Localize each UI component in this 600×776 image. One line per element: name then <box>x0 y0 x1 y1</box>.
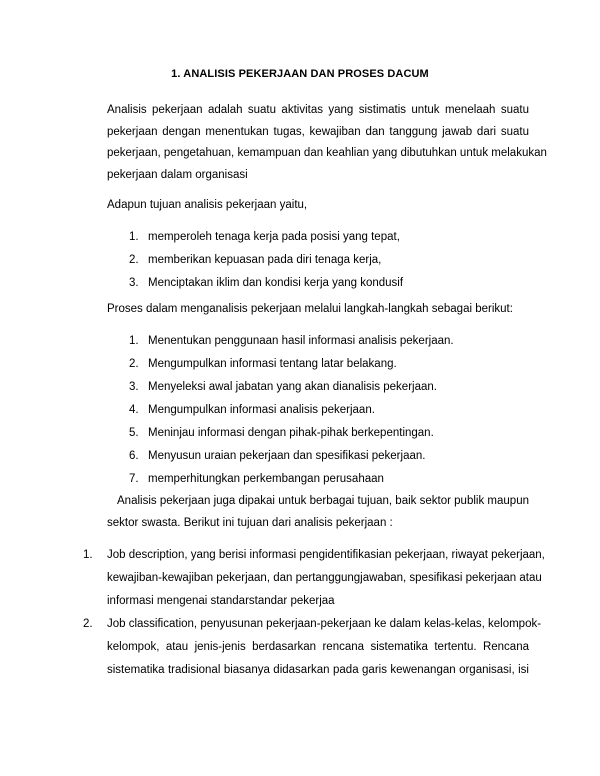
list-item <box>129 226 403 249</box>
list-item <box>129 330 454 353</box>
item-text: Menentukan penggunaan hasil informasi analisis pekerjaan. <box>148 335 454 347</box>
item-number: 5. <box>129 427 139 439</box>
item-number: 2. <box>83 618 93 630</box>
text-line: sektor swasta. Berikut ini tujuan dari analisis pekerjaan : <box>107 516 393 529</box>
text-line: Job description, yang berisi informasi pengidentifikasian pekerjaan, riwayat pekerjaan, <box>107 549 545 561</box>
process-lead: Proses dalam menganalisis pekerjaan melalui langkah-langkah sebagai berikut: <box>107 303 513 315</box>
item-number: 1. <box>83 549 93 561</box>
item-number: 1. <box>129 335 139 347</box>
text-line: kelompok, atau jenis-jenis berdasarkan rencana sistematika tertentu. Rencana <box>107 641 529 653</box>
intro-paragraph <box>107 100 547 186</box>
purpose-paragraph <box>107 491 529 534</box>
steps-list <box>129 330 454 491</box>
item-text: Menciptakan iklim dan kondisi kerja yang kondusif <box>148 277 404 289</box>
list-item <box>129 353 454 376</box>
item-number: 7. <box>129 473 139 485</box>
list-item <box>129 422 454 445</box>
item-text: memperoleh tenaga kerja pada posisi yang tepat, <box>148 231 400 243</box>
item-text: memberikan kepuasan pada diri tenaga kerja, <box>148 254 382 266</box>
item-text: Mengumpulkan informasi tentang latar belakang. <box>148 358 397 370</box>
text-line: informasi mengenai standarstandar pekerjaa <box>107 595 335 607</box>
text-line: Analisis pekerjaan juga dipakai untuk berbagai tujuan, baik sektor publik maupun <box>117 495 529 507</box>
item-number: 4. <box>129 404 139 416</box>
list-item <box>129 468 454 491</box>
item-number: 6. <box>129 450 139 462</box>
item-text: Meninjau informasi dengan pihak-pihak berkepentingan. <box>148 427 434 439</box>
item-number: 2. <box>129 358 139 370</box>
item-text: Menyeleksi awal jabatan yang akan dianalisis pekerjaan. <box>148 381 437 393</box>
text-line: pekerjaan dalam organisasi <box>107 168 248 181</box>
item-text: Menyusun uraian pekerjaan dan spesifikasi pekerjaan. <box>148 450 426 462</box>
item-number: 1. <box>129 231 139 243</box>
item-text: Mengumpulkan informasi analisis pekerjaan. <box>148 404 375 416</box>
list-item <box>129 399 454 422</box>
section-title: 1. ANALISIS PEKERJAAN DAN PROSES DACUM <box>171 68 429 80</box>
text-line: pekerjaan, pengetahuan, kemampuan dan keahlian yang dibutuhkan untuk melakukan <box>107 147 547 159</box>
text-line: Job classification, penyusunan pekerjaan-pekerjaan ke dalam kelas-kelas, kelompok- <box>107 618 542 630</box>
item-number: 3. <box>129 277 139 289</box>
item-number: 2. <box>129 254 139 266</box>
item-number: 3. <box>129 381 139 393</box>
text-line: pekerjaan dengan menentukan tugas, kewajiban dan tanggung jawab dari suatu <box>107 125 529 138</box>
text-line: Analisis pekerjaan adalah suatu aktivitas yang sistimatis untuk menelaah suatu <box>107 104 529 116</box>
list-item <box>129 376 454 399</box>
item-lines <box>107 613 542 682</box>
list-item <box>129 249 403 272</box>
list-item <box>129 445 454 468</box>
goals-lead: Adapun tujuan analisis pekerjaan yaitu, <box>107 199 308 211</box>
text-line: kewajiban-kewajiban pekerjaan, dan pertanggungjawaban, spesifikasi pekerjaan atau <box>107 572 542 584</box>
list-item <box>129 272 403 295</box>
item-text: memperhitungkan perkembangan perusahaan <box>148 473 384 485</box>
goals-list <box>129 226 403 295</box>
item-lines <box>107 544 545 613</box>
text-line: sistematika tradisional biasanya didasarkan pada garis kewenangan organisasi, isi <box>107 664 529 676</box>
